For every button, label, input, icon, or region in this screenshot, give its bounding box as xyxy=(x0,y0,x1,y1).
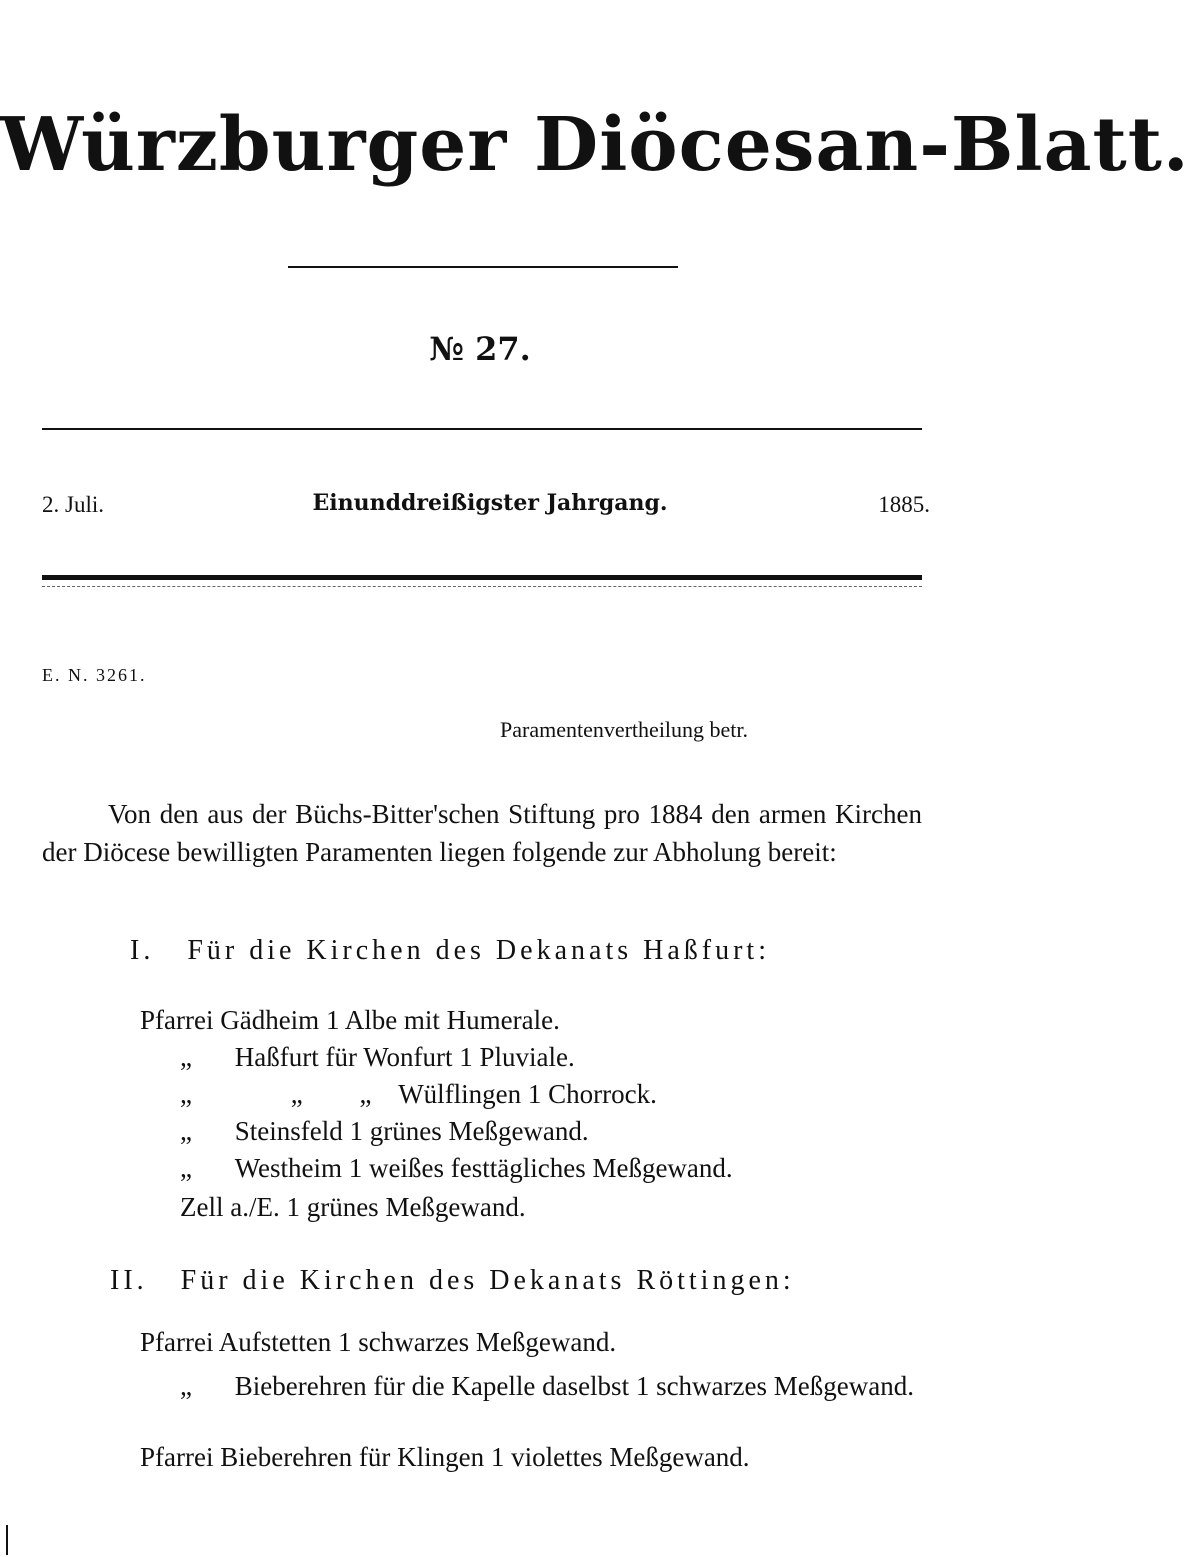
list-item xyxy=(175,1367,922,1405)
list-item xyxy=(180,1042,575,1073)
masthead-title: Würzburger Diöcesan-Blatt. xyxy=(0,102,1190,188)
subject-line: Paramentenvertheilung betr. xyxy=(500,717,749,742)
item-text: Aufstetten 1 schwarzes Meßgewand. xyxy=(218,1327,617,1357)
item-text: Bieberehren für die Kapelle daselbst 1 schwarzes Meßgewand. xyxy=(234,1371,914,1401)
intro-paragraph: Von den aus der Büchs-Bitter'schen Stiftung pro 1884 den armen Kirchen der Diöcese bewilligten Paramenten liegen folgende zur Abholung bereit: xyxy=(42,799,922,867)
section-number: II. xyxy=(110,1265,148,1296)
item-text: Haßfurt für Wonfurt 1 Pluviale. xyxy=(234,1042,575,1072)
margin-mark xyxy=(6,1525,8,1555)
masthead-divider xyxy=(288,266,678,268)
item-prefix: Pfarrei xyxy=(140,1327,214,1357)
item-prefix: „ xyxy=(180,1042,192,1072)
item-prefix: „ xyxy=(180,1153,192,1183)
item-prefix: „ xyxy=(180,1079,192,1109)
list-item xyxy=(140,1442,750,1473)
list-item xyxy=(180,1116,589,1147)
list-item xyxy=(180,1192,526,1223)
list-item xyxy=(180,1079,657,1110)
ditto-mark: „ xyxy=(290,1079,303,1109)
volume-label: Einunddreißigster Jahrgang. xyxy=(312,490,668,516)
ditto-mark: „ xyxy=(359,1079,372,1109)
item-text: Westheim 1 weißes festtägliches Meßgewand. xyxy=(234,1153,733,1183)
item-text: Zell a./E. 1 grünes Meßgewand. xyxy=(180,1192,526,1222)
item-text: Wülflingen 1 Chorrock. xyxy=(398,1079,657,1109)
section-heading xyxy=(130,935,770,967)
item-prefix: Pfarrei xyxy=(140,1005,214,1035)
section-title: Für die Kirchen des Dekanats Haßfurt: xyxy=(187,935,770,966)
issue-number: № 27. xyxy=(429,330,531,368)
item-prefix: „ xyxy=(180,1116,192,1146)
header-rule xyxy=(42,428,922,430)
list-item xyxy=(180,1153,733,1184)
section-heading xyxy=(110,1265,795,1297)
item-prefix: „ xyxy=(180,1371,192,1401)
dateline-rule-shadow xyxy=(42,586,922,587)
section-number: I. xyxy=(130,935,155,966)
reference-number: E. N. 3261. xyxy=(42,665,147,685)
item-text: Steinsfeld 1 grünes Meßgewand. xyxy=(234,1116,589,1146)
section-title: Für die Kirchen des Dekanats Röttingen: xyxy=(180,1265,795,1296)
issue-date: 2. Juli. xyxy=(42,492,104,517)
issue-year: 1885. xyxy=(878,492,930,517)
item-prefix: Pfarrei xyxy=(140,1442,214,1472)
dateline-rule xyxy=(42,575,922,580)
list-item xyxy=(140,1327,616,1358)
item-text: Gädheim 1 Albe mit Humerale. xyxy=(220,1005,560,1035)
list-item xyxy=(140,1005,560,1036)
item-text: Bieberehren für Klingen 1 violettes Meßgewand. xyxy=(220,1442,750,1472)
